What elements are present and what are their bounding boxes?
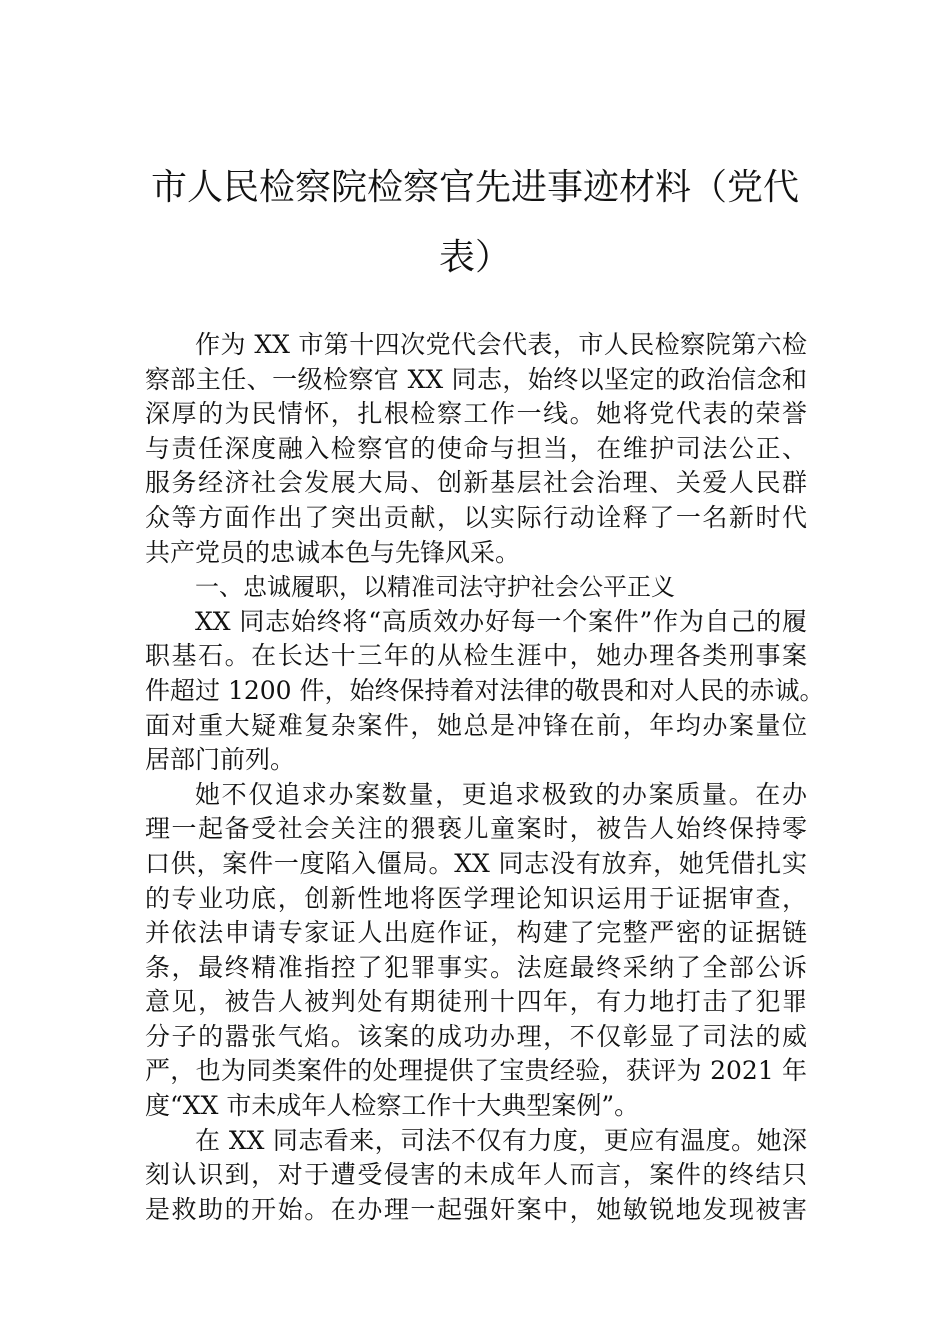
text-line: 她不仅追求办案数量，更追求极致的办案质量。在办: [195, 779, 807, 809]
text-line: 深厚的为民情怀，扎根检察工作一线。她将党代表的荣誉: [145, 399, 807, 429]
text-line: 刻认识到，对于遭受侵害的未成年人而言，案件的终结只: [145, 1160, 807, 1190]
text-line: 是救助的开始。在办理一起强奸案中，她敏锐地发现被害: [145, 1194, 807, 1224]
text-line: 口供，案件一度陷入僵局。XX 同志没有放弃，她凭借扎实: [145, 848, 807, 878]
text-line: 众等方面作出了突出贡献，以实际行动诠释了一名新时代: [145, 502, 807, 532]
text-line: 与责任深度融入检察官的使命与担当，在维护司法公正、: [145, 433, 807, 463]
text-line: 作为 XX 市第十四次党代会代表，市人民检察院第六检: [195, 330, 807, 359]
text-line: 意见，被告人被判处有期徒刑十四年，有力地打击了犯罪: [145, 987, 807, 1017]
text-line: 的专业功底，创新性地将医学理论知识运用于证据审查，: [145, 883, 807, 913]
text-line: 件超过 1200 件，始终保持着对法律的敬畏和对人民的赤诚。: [145, 675, 825, 705]
document-title-line-2: 表）: [438, 237, 511, 278]
text-line: 并依法申请专家证人出庭作证，构建了完整严密的证据链: [145, 918, 807, 948]
text-line: 察部主任、一级检察官 XX 同志，始终以坚定的政治信念和: [145, 364, 807, 394]
section-heading: 一、忠诚履职，以精准司法守护社会公平正义: [195, 573, 675, 602]
text-line: 理一起备受社会关注的猥亵儿童案时，被告人始终保持零: [145, 814, 807, 844]
document-body: [145, 328, 825, 1227]
text-line: XX 同志始终将“高质效办好每一个案件”作为自己的履: [195, 606, 807, 636]
text-line: 在 XX 同志看来，司法不仅有力度，更应有温度。她深: [195, 1125, 807, 1155]
text-line: 职基石。在长达十三年的从检生涯中，她办理各类刑事案: [145, 641, 807, 671]
text-line: 面对重大疑难复杂案件，她总是冲锋在前，年均办案量位: [145, 710, 807, 740]
text-line: 条，最终精准指控了犯罪事实。法庭最终采纳了全部公诉: [145, 952, 807, 982]
text-line: 服务经济社会发展大局、创新基层社会治理、关爱人民群: [145, 468, 807, 498]
text-line: 分子的嚣张气焰。该案的成功办理，不仅彰显了司法的威: [145, 1021, 807, 1051]
text-line: 严，也为同类案件的处理提供了宝贵经验，获评为 2021 年: [145, 1056, 807, 1086]
text-line: 共产党员的忠诚本色与先锋风采。: [145, 537, 521, 567]
document-title-line-1: 市人民检察院检察官先进事迹材料（党代: [150, 167, 799, 208]
text-line: 居部门前列。: [145, 745, 296, 775]
text-line: 度“XX 市未成年人检察工作十大典型案例”。: [145, 1091, 640, 1121]
